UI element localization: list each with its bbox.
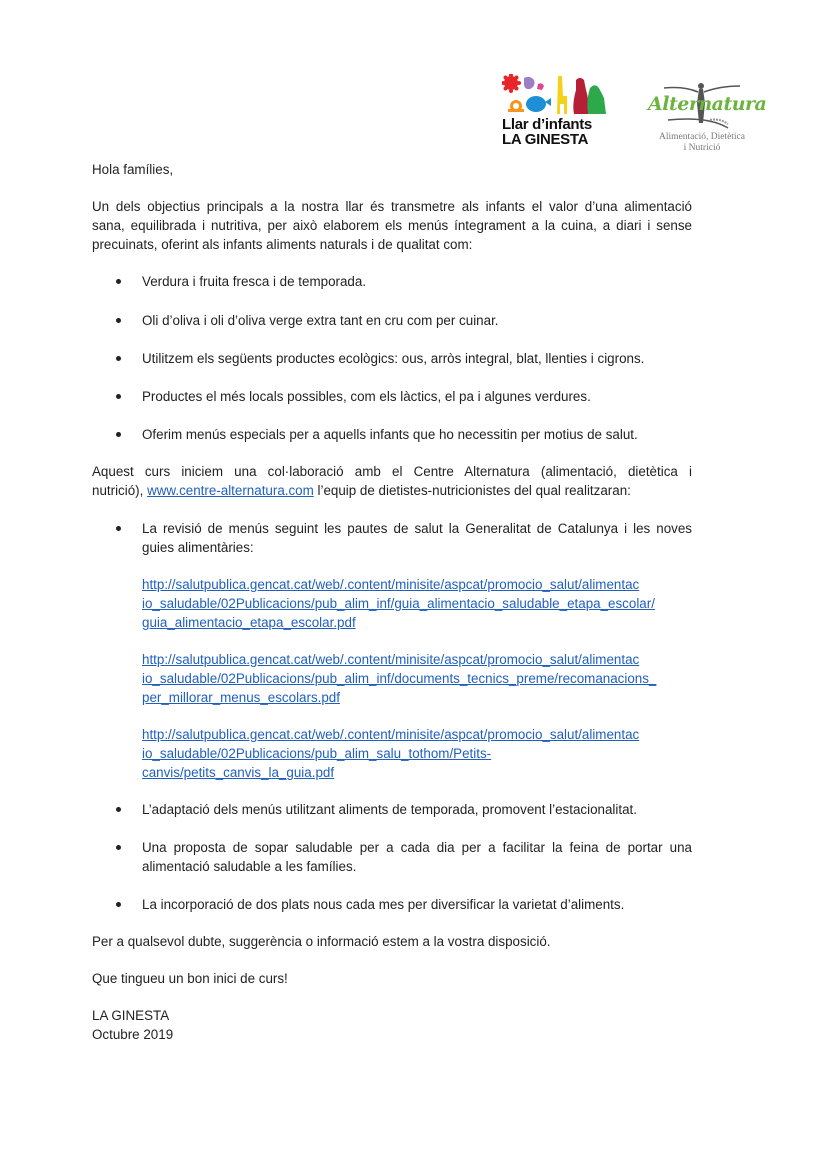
url-line: io_saludable/02Publicacions/pub_alim_inf/documents_tecnics_preme/recomanacions_ — [142, 671, 657, 686]
list-item-text: Productes el més locals possibles, com els làctics, el pa i algunes verdures. — [142, 389, 591, 404]
list-item-text: Oli d’oliva i oli d’oliva verge extra tant en cru com per cuinar. — [142, 313, 499, 328]
intro-line-1: Un dels objectius principals a la nostra llar és transmetre als infants el valor d’una alimentació — [92, 199, 692, 214]
bullet-icon — [116, 394, 121, 399]
bullet-icon — [116, 318, 121, 323]
bullet-icon — [116, 526, 121, 531]
bullet-icon — [116, 432, 121, 437]
url-line: http://salutpublica.gencat.cat/web/.content/minisite/aspcat/promocio_salut/alimentac — [142, 652, 640, 667]
bullet-icon — [116, 279, 121, 284]
url-line: http://salutpublica.gencat.cat/web/.content/minisite/aspcat/promocio_salut/alimentac — [142, 727, 640, 742]
list-item-text: Oferim menús especials per a aquells infants que ho necessitin per motius de salut. — [142, 427, 638, 442]
url-line: io_saludable/02Publicacions/pub_alim_inf/guia_alimentacio_saludable_etapa_escolar/ — [142, 596, 655, 611]
alternatura-tagline-1: Alimentació, Dietètica — [659, 132, 745, 142]
list-item-text — [142, 519, 692, 557]
list-item-line: Una proposta de sopar saludable per a cada dia per a facilitar la feina de portar una — [142, 840, 692, 855]
list-item-text: La incorporació de dos plats nous cada mes per diversificar la varietat d’aliments. — [142, 897, 625, 912]
url-line: io_saludable/02Publicacions/pub_alim_salu_tothom/Petits- — [142, 746, 492, 761]
list-item-text: Utilitzem els següents productes ecològics: ous, arròs integral, blat, llenties i cigrons. — [142, 351, 645, 366]
alternatura-tagline-2: i Nutrició — [683, 143, 721, 153]
list-item-line: La revisió de menús seguint les pautes de salut la Generalitat de Catalunya i les noves — [142, 521, 692, 536]
bullet-icon — [116, 845, 121, 850]
collab-text-after: l’equip de dietistes-nutricionistes del qual realitzaran: — [313, 483, 631, 498]
la-ginesta-logo-line1: Llar d’infants — [502, 116, 592, 133]
list-item-text — [142, 838, 692, 876]
bullet-icon — [116, 356, 121, 361]
alternatura-website-link[interactable]: www.centre-alternatura.com — [147, 483, 314, 498]
la-ginesta-logo — [498, 74, 612, 150]
greeting: Hola famílies, — [92, 162, 174, 177]
closing-line-1: Per a qualsevol dubte, suggerència o informació estem a la vostra disposició. — [92, 934, 551, 949]
url-line: guia_alimentacio_etapa_escolar.pdf — [142, 615, 356, 630]
list-item-line: guies alimentàries: — [142, 540, 254, 555]
la-ginesta-logo-line2: LA GINESTA — [502, 131, 589, 148]
alternatura-brand-name: Alternatura — [648, 93, 767, 115]
list-item-line: alimentació saludable a les famílies. — [142, 859, 357, 874]
url-line: canvis/petits_canvis_la_guia.pdf — [142, 765, 335, 780]
animal-characters-icon — [502, 74, 608, 116]
date: Octubre 2019 — [92, 1027, 174, 1042]
collab-line-2 — [92, 481, 692, 500]
collaboration-paragraph — [92, 462, 692, 500]
guide-link-menus-escolars[interactable] — [142, 650, 692, 707]
list-item-text: Verdura i fruita fresca i de temporada. — [142, 274, 367, 289]
collab-line-1: Aquest curs iniciem una col·laboració amb el Centre Alternatura (alimentació, dietètica i — [92, 464, 692, 479]
intro-line-2: sana, equilibrada i nutritiva, per això elaborem els menús íntegrament a la cuina, a diari i sense — [92, 218, 692, 233]
alternatura-logo — [644, 80, 767, 158]
guide-link-escolar[interactable] — [142, 575, 692, 632]
intro-paragraph — [92, 197, 692, 254]
url-line: per_millorar_menus_escolars.pdf — [142, 690, 340, 705]
collab-text-before: nutrició), — [92, 483, 148, 498]
guide-link-petits-canvis[interactable] — [142, 725, 692, 782]
closing-line-2: Que tingueu un bon inici de curs! — [92, 971, 288, 986]
bullet-icon — [116, 902, 121, 907]
url-line: http://salutpublica.gencat.cat/web/.content/minisite/aspcat/promocio_salut/alimentac — [142, 577, 640, 592]
list-item-text: L’adaptació dels menús utilitzant aliments de temporada, promovent l’estacionalitat. — [142, 802, 637, 817]
intro-line-3: precuinats, oferint als infants aliments naturals i de qualitat com: — [92, 237, 473, 252]
bullet-icon — [116, 807, 121, 812]
signature: LA GINESTA — [92, 1008, 170, 1023]
